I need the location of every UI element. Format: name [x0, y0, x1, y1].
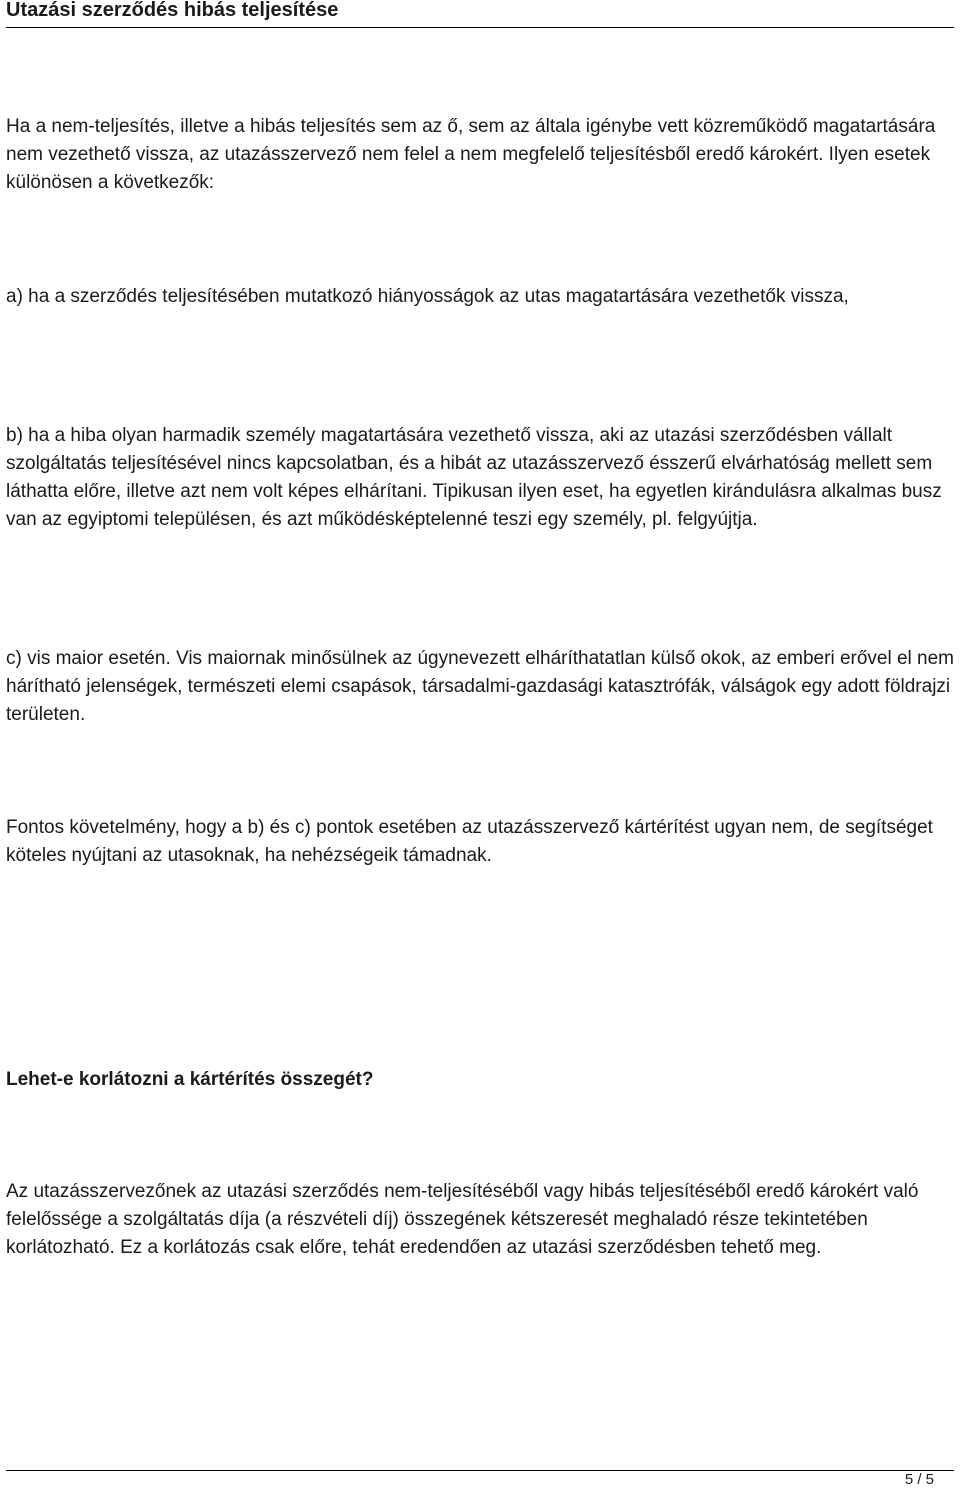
paragraph-item-c: c) vis maior esetén. Vis maiornak minősülnek az úgynevezett elháríthatatlan külső okok, az emberi erővel el nem hárítható jelenségek, természeti elemi csapások, társadalmi-gazdasági katasztrófák, válságok egy adott földrajzi területen.: [6, 648, 954, 725]
paragraph-item-a: a) ha a szerződés teljesítésében mutatkozó hiányosságok az utas magatartására vezethetők vissza,: [6, 286, 849, 307]
paragraph-intro: Ha a nem-teljesítés, illetve a hibás teljesítés sem az ő, sem az általa igénybe vett közreműködő magatartására nem vezethető vissza, az utazásszervező nem felel a nem megfelelő teljesítésből eredő károkért. Ilyen esetek különösen a következők:: [6, 116, 936, 193]
section-heading: Lehet-e korlátozni a kártérítés összegét?: [6, 1069, 374, 1090]
paragraph-requirement: Fontos követelmény, hogy a b) és c) pontok esetében az utazásszervező kártérítést ugyan nem, de segítséget köteles nyújtani az utasoknak, ha nehézségeik támadnak.: [6, 817, 933, 866]
footer-divider: [6, 1470, 954, 1471]
document-title: Utazási szerződés hibás teljesítése: [6, 0, 339, 21]
header-divider: [6, 27, 954, 28]
page-number: 5 / 5: [904, 1471, 934, 1488]
paragraph-limitation: Az utazásszervezőnek az utazási szerződés nem-teljesítéséből vagy hibás teljesítéséből eredő károkért való felelőssége a szolgáltatás díja (a részvételi díj) összegének kétszeresét meghaladó része tekintetében korlátozható. Ez a korlátozás csak előre, tehát eredendően az utazási szerződésben tehető meg.: [6, 1181, 919, 1258]
paragraph-item-b: b) ha a hiba olyan harmadik személy magatartására vezethető vissza, aki az utazási szerződésben vállalt szolgáltatás teljesítésével nincs kapcsolatban, és a hibát az utazásszervező ésszerű elvárhatóság mellett sem láthatta előre, illetve azt nem volt képes elhárítani. Tipikusan ilyen eset, ha egyetlen kirándulásra alkalmas busz van az egyiptomi településen, és azt működésképtelenné teszi egy személy, pl. felgyújtja.: [6, 425, 942, 530]
